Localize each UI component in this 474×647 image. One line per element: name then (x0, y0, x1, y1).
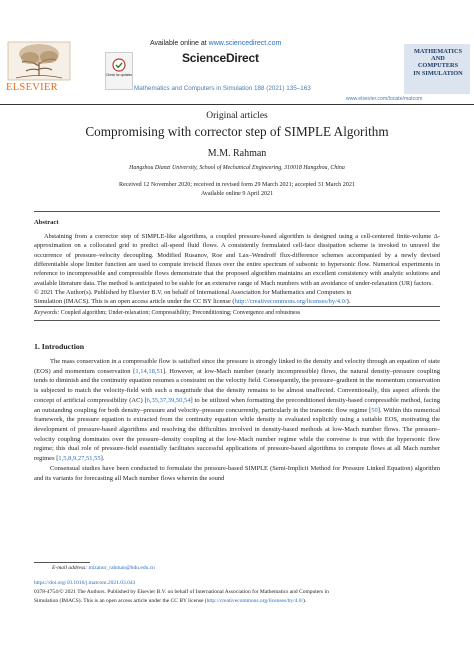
journal-homepage-link[interactable]: www.elsevier.com/locate/matcom (346, 96, 423, 102)
abstract-bottom-rule (34, 306, 440, 307)
citation-link[interactable]: 1,5,8,9,27,51,55 (58, 455, 101, 463)
footer-license-link[interactable]: http://creativecommons.org/licenses/by/4.0/ (206, 597, 304, 604)
abstract-heading: Abstract (34, 219, 59, 226)
footnote-rule (34, 562, 90, 563)
sciencedirect-brand: ScienceDirect (182, 51, 259, 65)
received-dates: Received 12 November 2020; received in revised form 29 March 2021; accepted 31 March 2021 (119, 182, 355, 188)
license-link[interactable]: http://creativecommons.org/licenses/by/4.0/ (234, 298, 347, 306)
keywords-list: Coupled algorithm; Under-relaxation; Compressibility; Preconditioning; Convergence and robustness (59, 310, 301, 316)
journal-citation[interactable]: Mathematics and Computers in Simulation 188 (2021) 135–163 (134, 85, 311, 92)
check-updates-icon (112, 58, 126, 72)
citation-link[interactable]: 1,14,18,51 (135, 367, 163, 375)
author-email-link[interactable]: mizanur_rahman@hdu.edu.cn (88, 565, 155, 571)
available-online-date: Available online 9 April 2021 (200, 190, 274, 197)
footer-license-line: Simulation (IMACS). This is an open access article under the CC BY license (http://creativecommons.org/licenses/by/4.0/). (34, 597, 307, 604)
keywords-rule (34, 320, 440, 321)
article-dates (0, 181, 474, 198)
citation-link[interactable]: 50 (371, 406, 378, 414)
email-label: E-mail address: (52, 565, 88, 571)
intro-paragraph-2: Consensual studies have been conducted to formulate the pressure-based SIMPLE (Semi-Implicit Method for Pressure Linked Equation) algorithm and its variants for forecasting all Mach number flows wherein the sound (34, 464, 440, 482)
author-name[interactable]: M.M. Rahman (207, 148, 267, 159)
available-online (150, 40, 281, 47)
header-rule (0, 104, 474, 105)
check-updates-label: Check for updates (106, 73, 132, 77)
doi-link[interactable]: https://doi.org/10.1016/j.matcom.2021.03.043 (34, 580, 136, 586)
intro-paragraph-1: The mass conservation in a compressible flow is satisfied since the pressure is strongly linked to the density and velocity through an equation of state (EOS) and momentum conservation [1,14,18,51]. However, at low-Mach number (nearly incompressible) flows, the natural density–pressure coupling tends to diminish and the continuity equation resumes a constraint on the velocity field. Consequently, the pressure–gradient in the momentum conservation is subjected to match the velocity-field with such a magnitude that the density remains to be almost unaffected. Conventionally, this aspect affords the concept of artificial compressibility (AC) [6,35,37,39,50,54] to be utilized when formatting the preconditioned density-based compressible method, facing an outstanding coupling for both density–pressure and velocity–pressure concurrently, particularly in the transonic flow regime [50]. Within this numerical framework, the pressure equation is extracted from the continuity equation while density is evaluated explicitly using a suitable EOS, motivating the development of pressure-based algorithms and resolving the difficulties involved in density-based methods at low-Mach number flows. The pressure–velocity coupling dominates over the pressure–density coupling at the low-Mach number regime while the converse is true with the hypersonic flow regime; this dual role of pressure-field essentially facilitates successful applications of pressure-based algorithms to compute flows at all Mach number regimes [1,5,8,9,27,51,55]. (34, 358, 440, 463)
available-prefix: Available online at (150, 40, 209, 47)
email-footnote (52, 565, 155, 571)
page-footer (34, 579, 440, 606)
introduction-body (34, 357, 440, 483)
abstract-copyright: © 2021 The Author(s). Published by Elsevier B.V. on behalf of International Association for Mathematics and Computers in Simulation (IMACS). This is an open access article under the CC BY license (http://creativecommons.org/licenses/by/4.0/). (34, 289, 352, 306)
check-for-updates-badge[interactable] (105, 52, 133, 90)
abstract-body (34, 232, 440, 307)
author-affiliation: Hangzhou Dianzi University, School of Mechanical Engineering, 310018 Hangzhou, China (129, 165, 345, 171)
sciencedirect-url-link[interactable]: www.sciencedirect.com (208, 40, 282, 47)
journal-cover-title: MATHEMATICS AND COMPUTERS IN SIMULATION (413, 48, 463, 77)
keywords-label: Keywords: (34, 310, 60, 316)
publisher-name: ELSEVIER (6, 82, 58, 93)
abstract-text: Abstaining from a corrector step of SIMPLE-like algorithms, a coupled pressure-based algorithm is designed using a cell-centered finite-volume Δ-approximation on a collocated grid to predict all-speed fluid flows. A consistently formulated cell-face dissipation scheme is invoked to unravel the occurrence of pressure–velocity decoupling. Modified Rusanov, Roe and Lax–Wendroff flux-difference schemes accompanied by a newly devised differentiable slope limiter function are used to compute inviscid fluxes over the entire spectrum of subsonic to hypersonic flow. Numerical experiments in reference to incompressible and compressible flows demonstrate that the proposed algorithm maintains an excellent consistency with analytic solutions and available literature data. The method is anticipated to be stable for an extensive range of Mach numbers with an avoidance of under-relaxation (UR) factors. (34, 233, 440, 287)
issn-line: 0378-4754/© 2021 The Authors. Published by Elsevier B.V. on behalf of International Association for Mathematics and Computers in (34, 588, 329, 595)
article-title: Compromising with corrector step of SIMPLE Algorithm (85, 124, 389, 139)
section-heading-introduction: 1. Introduction (34, 342, 85, 351)
keywords (34, 310, 440, 316)
citation-link[interactable]: 6,35,37,39,50,54 (146, 396, 191, 404)
abstract-top-rule (34, 211, 440, 212)
article-type: Original articles (206, 111, 268, 121)
